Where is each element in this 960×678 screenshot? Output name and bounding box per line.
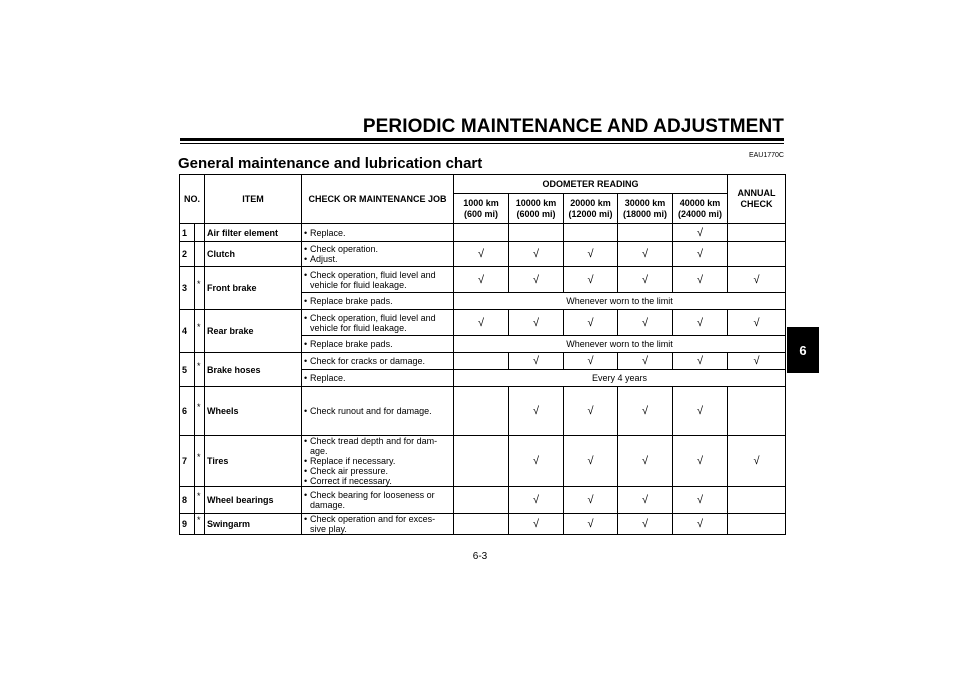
table-row [180, 224, 786, 242]
bullet-icon: • [304, 466, 308, 476]
empty-check-cell [564, 224, 618, 242]
header-odometer-col: 1000 km (600 mi) [454, 194, 509, 224]
empty-check-cell [454, 353, 509, 370]
check-mark: √ [618, 487, 673, 514]
check-mark: √ [673, 267, 728, 293]
asterisk-mark: * [197, 322, 201, 332]
row-asterisk [195, 310, 205, 353]
row-jobs [302, 242, 454, 267]
row-number: 6 [180, 387, 195, 436]
row-jobs [302, 353, 454, 370]
row-number: 5 [180, 353, 195, 387]
bullet-icon: • [304, 490, 308, 500]
job-line [304, 356, 451, 366]
bullet-icon: • [304, 227, 308, 238]
bullet-icon: • [304, 296, 308, 306]
check-mark: √ [509, 353, 564, 370]
check-mark: √ [564, 310, 618, 336]
header-odometer-col: 20000 km (12000 mi) [564, 194, 618, 224]
header-job: CHECK OR MAINTENANCE JOB [302, 175, 454, 224]
bullet-icon: • [304, 476, 308, 486]
job-text: Replace. [310, 373, 346, 383]
row-jobs [302, 387, 454, 436]
bullet-icon: • [304, 254, 308, 264]
row-item: Wheels [205, 387, 302, 436]
job-line [304, 228, 451, 238]
check-mark: √ [673, 487, 728, 514]
document-code: EAU1770C [748, 152, 784, 159]
row-asterisk [195, 514, 205, 535]
table-row [180, 242, 786, 267]
header-odometer-col: 10000 km (6000 mi) [509, 194, 564, 224]
check-mark: √ [564, 242, 618, 267]
job-line [304, 339, 451, 349]
row-jobs [302, 336, 454, 353]
check-mark: √ [618, 514, 673, 535]
check-mark: √ [618, 387, 673, 436]
check-mark: √ [509, 242, 564, 267]
bullet-icon: • [304, 406, 308, 416]
check-mark: √ [673, 224, 728, 242]
empty-check-cell [728, 387, 786, 436]
row-asterisk [195, 353, 205, 387]
check-mark: √ [509, 387, 564, 436]
job-line [304, 514, 451, 534]
job-text: Replace brake pads. [310, 296, 393, 306]
row-asterisk [195, 436, 205, 487]
header-no: NO. [180, 175, 205, 224]
job-text: Check operation, fluid level and vehicle for fluid leakage. [310, 269, 436, 290]
row-number: 9 [180, 514, 195, 535]
job-text: Replace if necessary. [310, 456, 396, 466]
header-annual [728, 175, 786, 224]
row-number: 1 [180, 224, 195, 242]
job-line [304, 254, 451, 264]
row-number: 8 [180, 487, 195, 514]
interval-text: Whenever worn to the limit [454, 336, 786, 353]
row-jobs [302, 267, 454, 293]
row-number: 4 [180, 310, 195, 353]
check-mark: √ [509, 310, 564, 336]
check-mark: √ [454, 267, 509, 293]
header-odometer-col: 40000 km (24000 mi) [673, 194, 728, 224]
asterisk-mark: * [197, 402, 201, 412]
row-item: Air filter element [205, 224, 302, 242]
check-mark: √ [673, 242, 728, 267]
row-item: Swingarm [205, 514, 302, 535]
empty-check-cell [728, 487, 786, 514]
empty-check-cell [728, 242, 786, 267]
bullet-icon: • [304, 339, 308, 349]
section-title: General maintenance and lubrication chart [178, 155, 483, 172]
bullet-icon: • [304, 514, 308, 524]
asterisk-mark: * [197, 491, 201, 501]
empty-check-cell [618, 224, 673, 242]
job-line [304, 270, 451, 290]
row-asterisk [195, 267, 205, 310]
empty-check-cell [454, 387, 509, 436]
job-text: Check for cracks or damage. [310, 356, 426, 366]
row-jobs [302, 224, 454, 242]
check-mark: √ [509, 487, 564, 514]
job-line [304, 406, 451, 416]
chapter-tab: 6 [787, 327, 819, 373]
job-line [304, 296, 451, 306]
header-odometer-col: 30000 km (18000 mi) [618, 194, 673, 224]
table-row [180, 310, 786, 336]
job-text: Check bearing for looseness or damage. [310, 490, 435, 510]
check-mark: √ [673, 310, 728, 336]
check-mark: √ [564, 387, 618, 436]
row-item: Tires [205, 436, 302, 487]
check-mark: √ [728, 267, 786, 293]
interval-text: Whenever worn to the limit [454, 293, 786, 310]
row-asterisk [195, 387, 205, 436]
asterisk-mark: * [197, 360, 201, 371]
check-mark: √ [509, 267, 564, 293]
job-text: Check tread depth and for dam-age. [310, 436, 438, 456]
asterisk-mark: * [197, 279, 201, 289]
row-jobs [302, 487, 454, 514]
check-mark: √ [673, 436, 728, 487]
job-text: Check operation, fluid level and vehicle for fluid leakage. [310, 312, 436, 333]
row-item: Rear brake [205, 310, 302, 353]
job-text: Adjust. [310, 254, 338, 264]
row-number: 7 [180, 436, 195, 487]
bullet-icon: • [304, 356, 308, 366]
check-mark: √ [618, 267, 673, 293]
check-mark: √ [673, 514, 728, 535]
empty-check-cell [454, 487, 509, 514]
row-asterisk [195, 487, 205, 514]
check-mark: √ [564, 436, 618, 487]
check-mark: √ [564, 267, 618, 293]
check-mark: √ [728, 353, 786, 370]
title-rule-thin [180, 143, 784, 144]
row-number: 2 [180, 242, 195, 267]
bullet-icon: • [304, 269, 308, 280]
job-text: Check air pressure. [310, 466, 389, 476]
check-mark: √ [618, 353, 673, 370]
job-text: Check operation and for exces-sive play. [310, 514, 436, 534]
row-asterisk [195, 242, 205, 267]
job-text: Check operation. [310, 244, 379, 254]
job-line [304, 313, 451, 333]
bullet-icon: • [304, 244, 308, 254]
row-jobs [302, 436, 454, 487]
job-text: Replace. [310, 227, 346, 238]
job-line [304, 436, 451, 456]
check-mark: √ [618, 436, 673, 487]
job-line [304, 476, 451, 486]
check-mark: √ [673, 353, 728, 370]
asterisk-mark: * [197, 452, 201, 462]
row-item: Front brake [205, 267, 302, 310]
check-mark: √ [454, 242, 509, 267]
job-text: Correct if necessary. [310, 476, 392, 486]
header-annual-label: ANNUAL CHECK [737, 188, 776, 209]
check-mark: √ [564, 514, 618, 535]
bullet-icon: • [304, 436, 308, 446]
check-mark: √ [509, 436, 564, 487]
check-mark: √ [728, 310, 786, 336]
row-jobs [302, 514, 454, 535]
page-title: PERIODIC MAINTENANCE AND ADJUSTMENT [362, 116, 784, 137]
table-row [180, 436, 786, 487]
job-line [304, 456, 451, 466]
table-row [180, 353, 786, 370]
check-mark: √ [564, 353, 618, 370]
bullet-icon: • [304, 312, 308, 323]
empty-check-cell [728, 224, 786, 242]
bullet-icon: • [304, 373, 308, 383]
table-row [180, 514, 786, 535]
job-line [304, 490, 451, 510]
table-row [180, 387, 786, 436]
empty-check-cell [454, 436, 509, 487]
check-mark: √ [673, 387, 728, 436]
row-jobs [302, 370, 454, 387]
job-line [304, 373, 451, 383]
empty-check-cell [454, 224, 509, 242]
interval-text: Every 4 years [454, 370, 786, 387]
check-mark: √ [618, 310, 673, 336]
row-number: 3 [180, 267, 195, 310]
empty-check-cell [728, 514, 786, 535]
row-item: Brake hoses [205, 353, 302, 387]
row-jobs [302, 310, 454, 336]
table-row [180, 267, 786, 293]
empty-check-cell [454, 514, 509, 535]
header-odometer: ODOMETER READING [454, 175, 728, 194]
empty-check-cell [509, 224, 564, 242]
check-mark: √ [454, 310, 509, 336]
row-item: Wheel bearings [205, 487, 302, 514]
check-mark: √ [509, 514, 564, 535]
row-item: Clutch [205, 242, 302, 267]
page-number: 6-3 [472, 551, 488, 562]
check-mark: √ [564, 487, 618, 514]
check-mark: √ [728, 436, 786, 487]
asterisk-mark: * [197, 515, 201, 525]
header-item: ITEM [205, 175, 302, 224]
job-text: Check runout and for damage. [310, 406, 432, 416]
check-mark: √ [618, 242, 673, 267]
title-rule [180, 138, 784, 141]
maintenance-chart [179, 174, 786, 535]
job-line [304, 466, 451, 476]
row-jobs [302, 293, 454, 310]
bullet-icon: • [304, 456, 308, 466]
row-asterisk [195, 224, 205, 242]
job-text: Replace brake pads. [310, 339, 393, 349]
job-line [304, 244, 451, 254]
table-row [180, 487, 786, 514]
